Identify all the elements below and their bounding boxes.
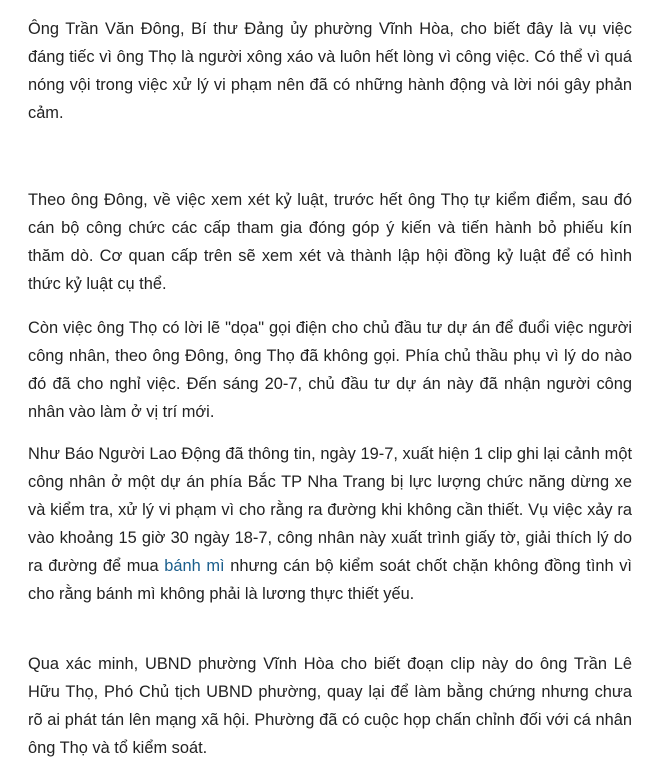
paragraph-text-after-link: nhưng cán bộ kiểm soát chốt chặn không đồng tình vì cho rằng bánh mì không phải là lương thực thiết yếu. (28, 557, 632, 603)
paragraph-verification: Qua xác minh, UBND phường Vĩnh Hòa cho biết đoạn clip này do ông Trần Lê Hữu Thọ, Phó Chủ tịch UBND phường, quay lại để làm bằng chứng nhưng chưa rõ ai phát tán lên mạng xã hội. Phường đã có cuộc họp chấn chỉnh đối với cá nhân ông Thọ và tổ kiểm soát. (28, 655, 632, 757)
paragraph-discipline-process: Theo ông Đông, về việc xem xét kỷ luật, trước hết ông Thọ tự kiểm điểm, sau đó cán bộ công chức các cấp tham gia đóng góp ý kiến và tiến hành bỏ phiếu kín thăm dò. Cơ quan cấp trên sẽ xem xét và thành lập hội đồng kỷ luật để có hình thức kỷ luật cụ thể. (28, 191, 632, 293)
paragraph-text-before-link: Như Báo Người Lao Động đã thông tin, ngày 19-7, xuất hiện 1 clip ghi lại cảnh một công nhân ở một dự án phía Bắc TP Nha Trang bị lực lượng chức năng dừng xe và kiểm tra, xử lý vi phạm vì cho rằng ra đường khi không cần thiết. Vụ việc xảy ra vào khoảng 15 giờ 30 ngày 18-7, công nhân này xuất trình giấy tờ, giải thích lý do ra đường để mua (28, 445, 632, 575)
paragraph-incident-background (28, 440, 632, 608)
banh-mi-link[interactable]: bánh mì (164, 557, 225, 575)
paragraph-worker-rehired: Còn việc ông Thọ có lời lẽ "dọa" gọi điện cho chủ đầu tư dự án để đuổi việc người công nhân, theo ông Đông, ông Thọ đã không gọi. Phía chủ thầu phụ vì lý do nào đó đã cho nghỉ việc. Đến sáng 20-7, chủ đầu tư dự án này đã nhận người công nhân vào làm ở vị trí mới. (28, 319, 632, 421)
paragraph-party-secretary-comment: Ông Trần Văn Đông, Bí thư Đảng ủy phường Vĩnh Hòa, cho biết đây là vụ việc đáng tiếc vì ông Thọ là người xông xáo và luôn hết lòng vì công việc. Có thể vì quá nóng vội trong việc xử lý vi phạm nên đã có những hành động và lời nói gây phản cảm. (28, 20, 632, 122)
